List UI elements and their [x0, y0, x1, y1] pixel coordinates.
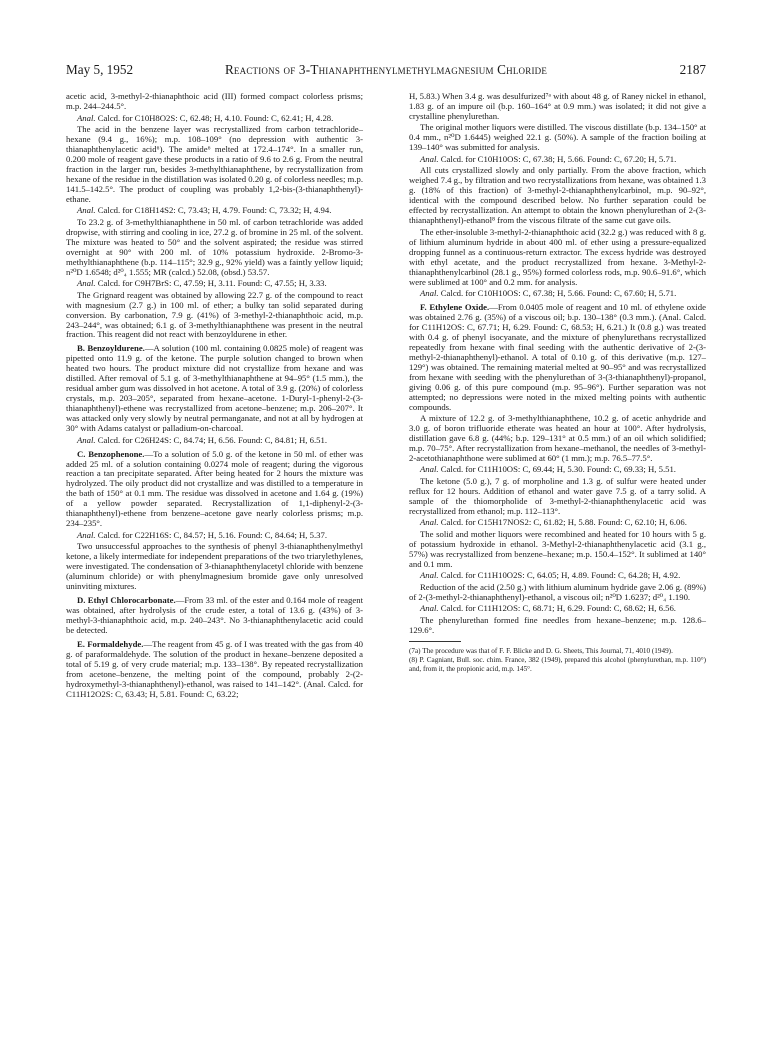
analysis-values: Calcd. for C10H10OS: C, 67.38; H, 5.66. Found: C, 67.20; H, 5.71. — [438, 153, 677, 164]
paragraph: The ether-insoluble 3-methyl-2-thianaphthoic acid (32.2 g.) was reduced with 8 g. of lithium aluminum hydride in about 400 ml. of ether using a pressure-equalized dropping funnel as a continuous-return extractor. The excess hydride was destroyed with ethyl acetate, and the product recrystallized from hexane. 3-Methyl-2-thianaphthenylcarbinol (28.1 g., 95%) formed colorless rods, m.p. 90.6–91.6°, which were sublimed at 100° and 0.2 mm. for analysis. — [409, 226, 706, 287]
analysis-line — [66, 436, 363, 446]
analysis-values: Calcd. for C10H8O2S: C, 62.48; H, 4.10. Found: C, 62.41; H, 4.28. — [95, 112, 334, 123]
footnote: (8) P. Cagniant, Bull. soc. chim. France, 382 (1949), prepared this alcohol (phenylurethan, m.p. 110°) and, from it, the propionic acid, m.p. 145°. — [409, 656, 706, 673]
paragraph: acetic acid, 3-methyl-2-thianaphthoic acid (III) formed compact colorless prisms; m.p. 244–244.5°. — [66, 91, 363, 111]
paragraph: The Grignard reagent was obtained by allowing 22.7 g. of the compound to react with magnesium (2.7 g.) in 100 ml. of ether; a bulky tan solid separated during conversion. By carbonation, 7.9 g. (41%) of 3-methyl-2-thianaphthoic acid, m.p. 243–244°, was obtained; 6.1 g. of 3-methylthianaphthene was present in the neutral fraction. This reagent did not react with benzoyldurene in ether. — [66, 289, 363, 340]
left-column — [66, 92, 363, 700]
analysis-line — [409, 518, 706, 528]
running-title: Reactions of 3-Thianaphthenylmethylmagnesium Chloride — [224, 62, 548, 77]
analysis-values: Calcd. for C9H7BrS: C, 47.59; H, 3.11. Found: C, 47.55; H, 3.33. — [95, 278, 327, 289]
section-paragraph — [66, 450, 363, 530]
paragraph: All cuts crystallized slowly and only partially. From the above fraction, which weighed 7.4 g., by filtration and two recrystallizations from hexane, was obtained 1.3 g. (18% of this fraction) of 3-methyl-2-thianaphthenylcarbinol, m.p. 90–92°, identical with the compound described below. No further separation could be effected by recrystallization. An attempt to obtain the known phenylurethan of 2-(3-thianaphthenyl)-ethanol⁸ from the viscous filtrate of the same cut gave oils. — [409, 165, 706, 226]
analysis-label: Anal. — [420, 570, 439, 581]
section-paragraph — [409, 303, 706, 412]
analysis-values: Calcd. for C11H12OS: C, 68.71; H, 6.29. Found: C, 68.62; H, 6.56. — [438, 603, 676, 614]
paragraph: H, 5.83.) When 3.4 g. was desulfurized⁷ᵃ with about 48 g. of Raney nickel in ethanol, 1.83 g. of an impure oil (b.p. 160–164° at 0.9 mm.) was isolated; it did not give a crystalline phenylurethan. — [409, 91, 706, 121]
page-date: May 5, 1952 — [66, 62, 134, 77]
right-column — [409, 92, 706, 673]
analysis-label: Anal. — [420, 288, 439, 299]
analysis-values: Calcd. for C10H10OS: C, 67.38; H, 5.66. Found: C, 67.60; H, 5.71. — [438, 288, 677, 299]
section-text: —To a solution of 5.0 g. of the ketone in 50 ml. of ether was added 25 ml. of a solution containing 0.0274 mole of reagent; during the vigorous reaction a tan precipitate separated. After being heated for 2 hours the mixture was hydrolyzed. The oily product did not crystallize and was distilled to a temperature in the bath of 150° at 0.1 mm. The residue was dissolved in acetone and 1.64 g. (19%) of a yellow powder separated. Recrystallization of 1,1-diphenyl-2-(3-thianaphthenyl)-ethene from benzene–acetone gave nearly colorless prisms; m.p. 234–235°. — [66, 448, 363, 529]
paragraph: The solid and mother liquors were recombined and heated for 10 hours with 5 g. of potassium hydroxide in ethanol. 3-Methyl-2-thianaphthenylacetic acid (3.1 g., 57%) was recrystallized from benzene–hexane; m.p. 150.4–152°. It sublimed at 140° and 0.1 mm. — [409, 528, 706, 569]
analysis-label: Anal. — [77, 112, 96, 123]
analysis-label: Anal. — [420, 464, 439, 475]
paragraph: Two unsuccessful approaches to the synthesis of phenyl 3-thianaphthenylmethyl ketone, a likely intermediate for independent preparations of the two triarylethylenes, were investigated. The condensation of 3-thianaphthenylacetyl chloride with benzene (aluminum chloride) or with phenylmagnesium bromide gave only unresolved uninviting mixtures. — [66, 541, 363, 592]
section-heading: D. Ethyl Chlorocarbonate. — [77, 595, 176, 606]
page-number: 2187 — [679, 62, 706, 77]
analysis-label: Anal. — [420, 153, 439, 164]
analysis-label: Anal. — [420, 517, 439, 528]
paragraph: The original mother liquors were distilled. The viscous distillate (b.p. 134–150° at 0.4 mm., n²⁰D 1.6445) weighed 22.1 g. (50%). A sample of the fraction boiling at 139–140° was submitted for analysis. — [409, 122, 706, 153]
paragraph: The ketone (5.0 g.), 7 g. of morpholine and 1.3 g. of sulfur were heated under reflux for 12 hours. Addition of ethanol and water gave 7.5 g. of a tarry solid. A sample of the thiomorpholide of 3-methyl-2-thianaphthenylacetic acid was recrystallized from ethanol; m.p. 112–113°. — [409, 476, 706, 516]
analysis-values: Calcd. for C11H10OS: C, 69.44; H, 5.30. Found: C, 69.33; H, 5.51. — [438, 464, 676, 475]
section-paragraph — [66, 344, 363, 434]
analysis-label: Anal. — [77, 434, 96, 445]
section-heading: E. Formaldehyde. — [77, 638, 144, 649]
analysis-line — [409, 155, 706, 165]
analysis-line — [66, 206, 363, 216]
analysis-label: Anal. — [77, 278, 96, 289]
section-paragraph — [66, 596, 363, 636]
paragraph: To 23.2 g. of 3-methylthianaphthene in 50 ml. of carbon tetrachloride was added dropwise, with stirring and cooling in ice, 27.2 g. of bromine in 25 ml. of the solvent. The mixture was heated to 50° and the solvent aspirated; the residue was stirred overnight at 90° with 200 ml. of 10% potassium hydroxide. 2-Bromo-3-methylthianaphthene (b.p. 114–115°; 32.9 g., 92% yield) was a faintly yellow liquid; n²⁰D 1.6548; d²⁰₄ 1.555; MR (calcd.) 52.08, (obsd.) 53.57. — [66, 216, 363, 277]
paragraph: Reduction of the acid (2.50 g.) with lithium aluminum hydride gave 2.06 g. (89%) of 2-(3-methyl-2-thianaphthenyl)-ethanol, a viscous oil; n²⁰D 1.6237; d²⁰₄ 1.190. — [409, 581, 706, 602]
analysis-values: Calcd. for C18H14S2: C, 73.43; H, 4.79. Found: C, 73.32; H, 4.94. — [95, 205, 332, 216]
section-text: —The reagent from 45 g. of I was treated with the gas from 40 g. of paraformaldehyde. The solution of the product in hexane–benzene deposited a total of 5.19 g. of very crude material; m.p. 133–138°. By repeated recrystallization from acetone–benzene, the melting point of the compound, probably 2-(2-hydroxymethyl-3-thianaphthenyl)-ethanol, was raised to 141–142°. (Anal. Calcd. for C11H12O2S: C, 63.43; H, 5.81. Found: C, 63.22; — [66, 638, 363, 699]
analysis-values: Calcd. for C26H24S: C, 84.74; H, 6.56. Found: C, 84.81; H, 6.51. — [95, 434, 328, 445]
section-heading: F. Ethylene Oxide. — [420, 302, 490, 313]
analysis-values: Calcd. for C11H10O2S: C, 64.05; H, 4.89. Found: C, 64.28; H, 4.92. — [438, 570, 681, 581]
analysis-line — [66, 114, 363, 124]
section-paragraph — [66, 640, 363, 700]
section-text: —From 0.0405 mole of reagent and 10 ml. of ethylene oxide was obtained 2.76 g. (35%) of a viscous oil; b.p. 130–138° (0.3 mm.). (Anal. Calcd. for C11H12OS: C, 67.71; H, 6.29. Found: C, 68.53; H, 6.21.) It (0.8 g.) was treated with 0.4 g. of phenyl isocyanate, and the mixture of phenylurethans recrystallized repeatedly from hexane with final seeding with the authentic derivative of 2-(3-methyl-2-thianaphthenyl)-ethanol. A total of 0.10 g. of this derivative (m.p. 127–129°) was obtained. The remaining material melted at 90–95° and was recrystallized from hexane with seeding with the phenylurethan of 3-(3-thianaphthenyl)-propanol, giving 0.06 g. of this pure compound (m.p. 95–96°). Further separation was not attempted; no depressions were noted in the mixed melting points with authentic compounds. — [409, 302, 706, 412]
running-head — [66, 62, 706, 82]
analysis-line — [409, 571, 706, 581]
footnote: (7a) The procedure was that of F. F. Blicke and D. G. Sheets, This Journal, 71, 4010 (1949). — [409, 646, 673, 655]
analysis-line — [409, 604, 706, 614]
paragraph: A mixture of 12.2 g. of 3-methylthianaphthene, 10.2 g. of acetic anhydride and 3.0 g. of boron trifluoride etherate was heated an hour at 100°. After hydrolysis, distillation gave 6.8 g. (44%; b.p. 129–131° at 0.5 mm.) of an oil which solidified; m.p. 70–75°. After recrystallization from hexane–methanol, the needles of 3-methyl-2-acetothianaphthone were sublimed at 60° (1 mm.); m.p. 76.5–77.5°. — [409, 413, 706, 463]
section-heading: C. Benzophenone. — [77, 448, 145, 459]
analysis-line — [66, 531, 363, 541]
analysis-line — [66, 279, 363, 289]
analysis-line — [409, 465, 706, 475]
section-text: —A solution (100 ml. containing 0.0825 mole) of reagent was pipetted onto 11.9 g. of the ketone. The purple solution changed to brown when heated two hours. The product mixture did not crystallize from hexane and was distilled. After removal of 5.1 g. of 3-methylthianaphthene at 94–95° (1.5 mm.), the residual amber gum was dissolved in hot acetone. A total of 3.9 g. (20%) of colorless crystals, m.p. 203–205°, separated from hexane–acetone. 1-Duryl-1-phenyl-2-(3-thianaphthenyl)-ethene was recrystallized from acetone–benzene; m.p. 206–207°. It was attacked only very slowly by neutral permanganate, and not at all by hydrogen at 30° with Adams catalyst or palladium-on-charcoal. — [66, 343, 364, 434]
section-text: —From 33 ml. of the ester and 0.164 mole of reagent was obtained, after hydrolysis of the crude ester, a total of 13.6 g. (43%) of 3-methyl-3-thianaphthoic acid, m.p. 240–243°. No 3-thianaphthenylacetic acid could be detected. — [66, 595, 363, 635]
analysis-label: Anal. — [420, 603, 439, 614]
section-heading: B. Benzoyldurene. — [77, 343, 145, 354]
analysis-values: Calcd. for C22H16S: C, 84.57; H, 5.16. Found: C, 84.64; H, 5.37. — [95, 529, 328, 540]
analysis-values: Calcd. for C15H17NOS2: C, 61.82; H, 5.88. Found: C, 62.10; H, 6.06. — [438, 517, 687, 528]
paragraph: The phenylurethan formed fine needles from hexane–benzene; m.p. 128.6–129.6°. — [409, 614, 706, 635]
paragraph: The acid in the benzene layer was recrystallized from carbon tetrachloride–hexane (9.4 g., 16%); m.p. 108–109° (no depression with authentic 3-thianaphthenylacetic acid⁶). The amide⁶ melted at 172.4–174°. In a smaller run, 0.200 mole of reagent gave these products in a ratio of 9.6 to 2.6 g. From the neutral fraction in the larger run, besides 3-methylthianaphthene, by recrystallization from hexane of the residue in the distillation was isolated 0.20 g. of colorless needles; m.p. 141.5–142.5°. The product of coupling was probably 1,2-bis-(3-thianaphthenyl)-ethane. — [66, 124, 363, 204]
analysis-label: Anal. — [77, 529, 96, 540]
analysis-line — [409, 289, 706, 299]
analysis-label: Anal. — [77, 205, 96, 216]
footnote-rule — [409, 641, 461, 642]
